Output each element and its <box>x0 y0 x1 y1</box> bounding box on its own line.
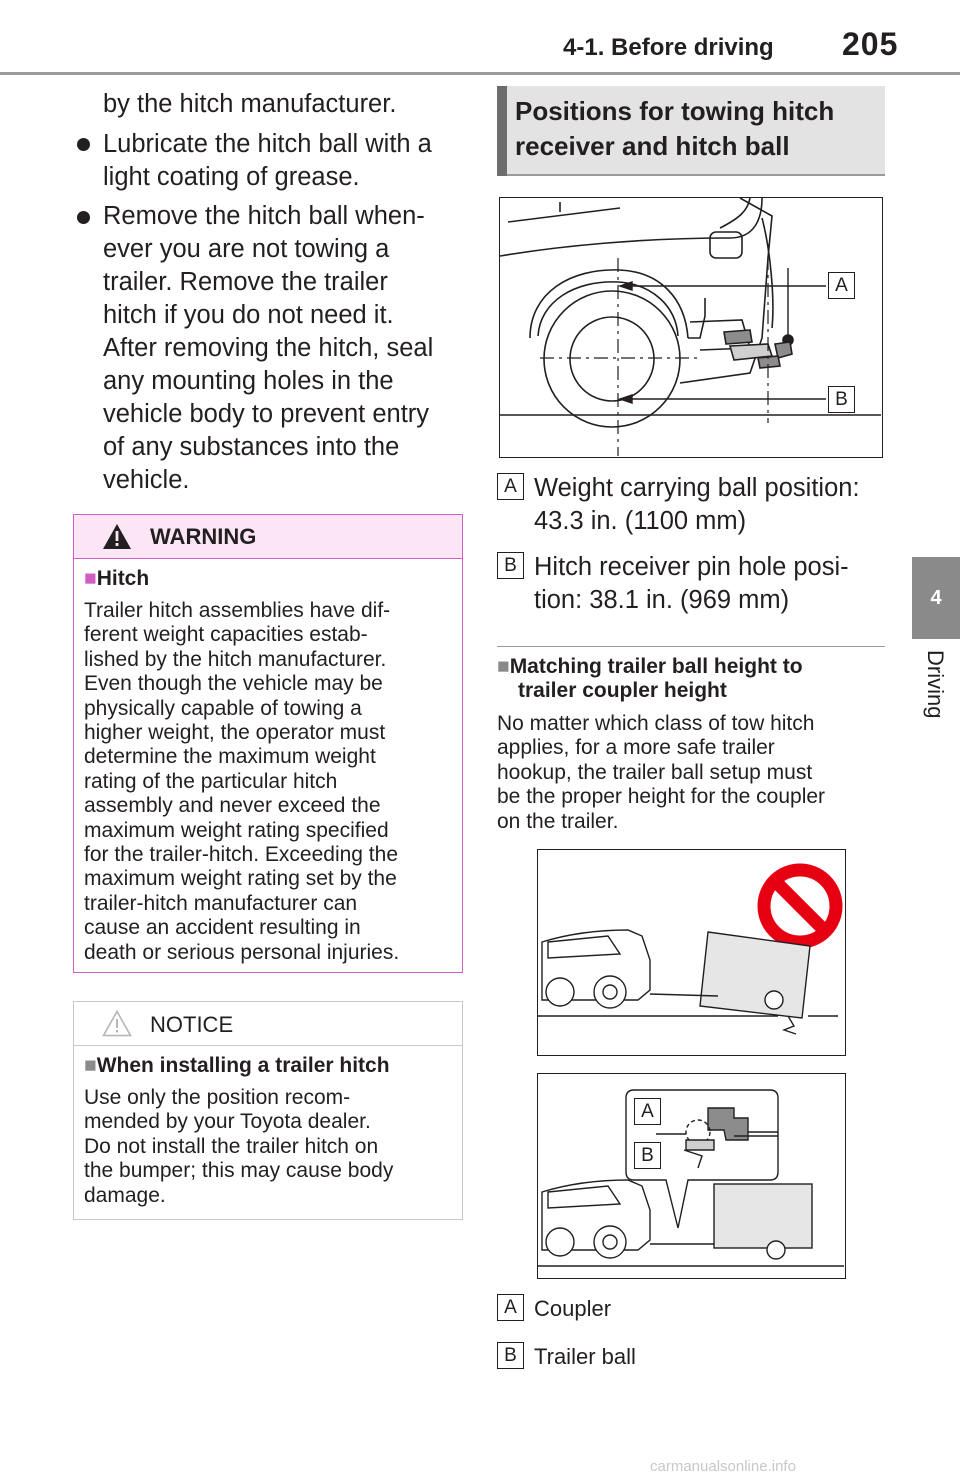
bullet-item-lubricate: Lubricate the hitch ball with a light coating of grease. <box>103 130 432 191</box>
header-divider <box>0 72 960 75</box>
chapter-tab[interactable]: 4 <box>912 557 960 639</box>
position-a-text: Weight carrying ball position: 43.3 in. (1100 mm) <box>534 474 860 535</box>
warning-triangle-icon <box>102 523 132 550</box>
square-bullet-icon: ■ <box>84 567 97 590</box>
chapter-name: Driving <box>923 650 948 719</box>
page-number: 205 <box>842 26 899 62</box>
bullet-item-remove-ball: Remove the hitch ball when- ever you are not towing a trailer. Remove the trailer hitch if you do not need it. After removing the hitch, seal any mounting holes in the vehicle body to prevent entry of any substances into the vehicle. <box>103 202 434 494</box>
position-label-a: A <box>497 473 524 500</box>
matching-subheading: ■Matching trailer ball height to trailer coupler height <box>497 655 803 702</box>
correct-hookup-figure <box>537 1073 846 1279</box>
notice-header <box>74 1002 462 1046</box>
section-heading <box>497 86 885 176</box>
square-bullet-icon: ■ <box>497 655 510 678</box>
incorrect-hookup-illustration <box>538 850 844 1054</box>
notice-title: NOTICE <box>150 1012 234 1037</box>
figure-label-b: B <box>828 386 855 413</box>
figure-label-a: A <box>828 272 855 299</box>
hitch-position-figure <box>499 197 883 458</box>
position-b-text: Hitch receiver pin hole posi- tion: 38.1 in. (969 mm) <box>534 553 849 614</box>
chapter-label <box>910 650 960 740</box>
caution-triangle-icon <box>102 1010 132 1037</box>
incorrect-hookup-figure <box>537 849 846 1056</box>
detail-label-b: B <box>634 1142 661 1169</box>
notice-box <box>73 1001 463 1220</box>
matching-body: No matter which class of tow hitch applies, for a more safe trailer hookup, the trailer ball setup must be the proper height for the coupler on the trailer. <box>497 712 826 833</box>
position-label-b: B <box>497 552 524 579</box>
section-title: Positions for towing hitch receiver and hitch ball <box>515 96 835 161</box>
warning-title: WARNING <box>150 524 257 549</box>
legend-coupler: Coupler <box>534 1296 612 1321</box>
section-heading-rule <box>507 174 885 176</box>
prohibited-icon <box>764 870 836 942</box>
bullet-marker <box>77 211 90 224</box>
warning-subheading: ■Hitch <box>84 567 150 590</box>
section-header: 4-1. Before driving <box>563 34 774 61</box>
warning-box <box>73 514 463 973</box>
bullet-marker <box>77 138 90 151</box>
warning-header <box>74 515 462 559</box>
correct-hookup-illustration <box>538 1074 844 1277</box>
vehicle-rear-illustration <box>500 198 881 456</box>
square-bullet-icon: ■ <box>84 1054 97 1077</box>
continued-text: by the hitch manufacturer. <box>103 90 397 118</box>
legend-label-b: B <box>497 1342 524 1369</box>
section-heading-bar <box>497 86 507 176</box>
notice-body: Use only the position recom- mended by your Toyota dealer. Do not install the trailer hitch on the bumper; this may cause body damage. <box>84 1086 394 1207</box>
legend-trailer-ball: Trailer ball <box>534 1344 636 1369</box>
warning-body: Trailer hitch assemblies have dif- ferent weight capacities estab- lished by the hitch manufacturer. Even though the vehicle may be physically capable of towing a higher weight, the operator must determine the maximum weight rating of the particular hitch assembly and never exceed the maximum weight rating specified for the trailer-hitch. Exceeding the maximum weight rating set by the trailer-hitch manufacturer can cause an accident resulting in death or serious personal injuries. <box>84 599 400 964</box>
section-divider <box>497 646 885 647</box>
notice-subheading: ■When installing a trailer hitch <box>84 1054 390 1077</box>
legend-label-a: A <box>497 1294 524 1321</box>
detail-label-a: A <box>634 1098 661 1125</box>
site-watermark: carmanualsonline.info <box>650 1458 796 1475</box>
